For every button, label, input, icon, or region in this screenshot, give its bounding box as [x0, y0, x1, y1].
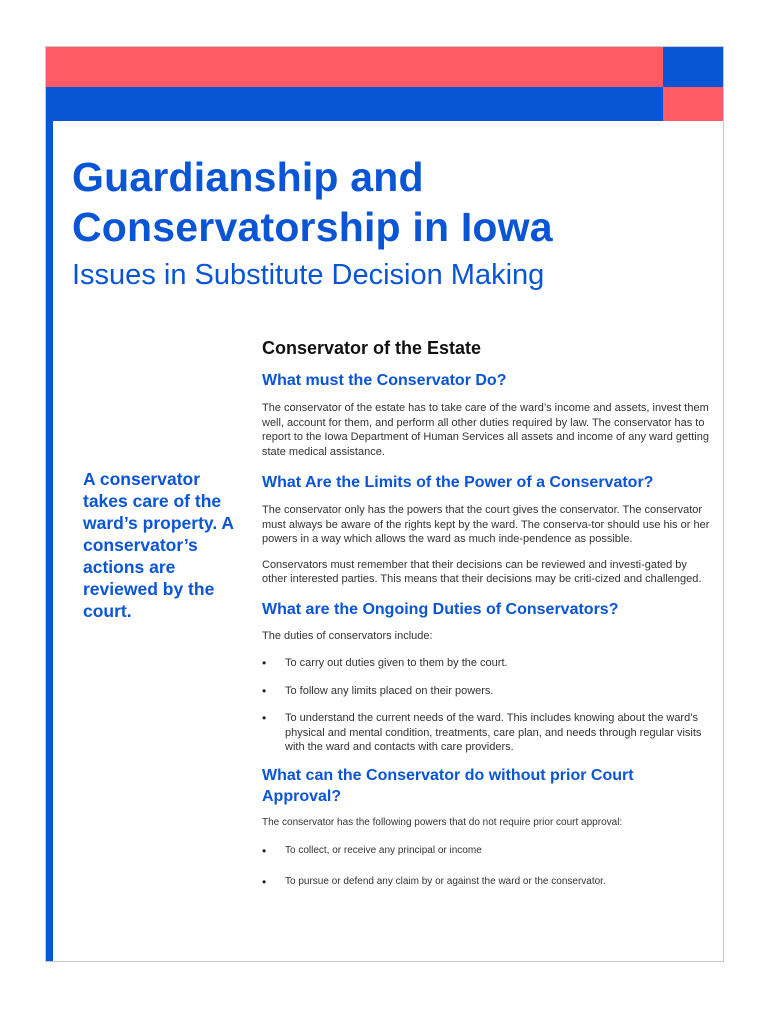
list-item: • To understand the current needs of the ward. This includes knowing about the ward’s physical and mental condition, treatments, care plan, and needs through regular visits with the ward and contacts with care providers.: [262, 711, 710, 755]
paragraph: The conservator of the estate has to take care of the ward’s income and assets, invest them well, account for them, and perform all other duties required by law. The conservator has to report to the Iowa Department of Human Services all assets and income of any ward getting state medical assistance.: [262, 402, 709, 458]
paragraph: Conservators must remember that their decisions can be reviewed and investi-gated by other interested parties. This means that their decisions may be criti-cized and challenged.: [262, 558, 702, 585]
header-band-blue: [46, 87, 663, 121]
list-item: • To follow any limits placed on their powers.: [262, 684, 710, 699]
section-heading: Conservator of the Estate: [262, 338, 482, 358]
subsection-heading: What can the Conservator do without prior Court Approval?: [262, 766, 634, 805]
left-accent-rule: [46, 121, 53, 961]
header-accent-red-square: [663, 87, 723, 121]
list-item: • To carry out duties given to them by the court.: [262, 656, 710, 671]
list-item: • To pursue or defend any claim by or against the ward or the conservator.: [262, 875, 710, 890]
subsection-heading: What must the Conservator Do?: [262, 372, 507, 389]
document-title-text: Guardianship and Conservatorship in Iowa: [72, 154, 553, 250]
subsection-heading: What Are the Limits of the Power of a Conservator?: [262, 474, 654, 491]
header-accent-blue-square: [663, 47, 723, 87]
bullet-list: [262, 656, 710, 755]
paragraph: The duties of conservators include:: [262, 629, 433, 642]
pull-quote: A conservator takes care of the ward’s property. A conservator’s actions are reviewed by the court.: [83, 469, 234, 621]
list-item: • To collect, or receive any principal or income: [262, 844, 710, 859]
main-column: [262, 336, 710, 889]
document-title: [72, 152, 632, 252]
paragraph: The conservator only has the powers that the court gives the conservator. The conservator must always be aware of the rights kept by the ward. The conserva-tor should use his or her powers in a way which allows the ward as much inde-pendence as possible.: [262, 504, 710, 545]
document-subtitle: Issues in Substitute Decision Making: [72, 259, 545, 291]
bullet-list: [262, 844, 710, 889]
subsection-heading: What are the Ongoing Duties of Conservators?: [262, 600, 619, 618]
header-band-red: [46, 47, 663, 87]
paragraph: The conservator has the following powers that do not require prior court approval:: [262, 816, 623, 828]
